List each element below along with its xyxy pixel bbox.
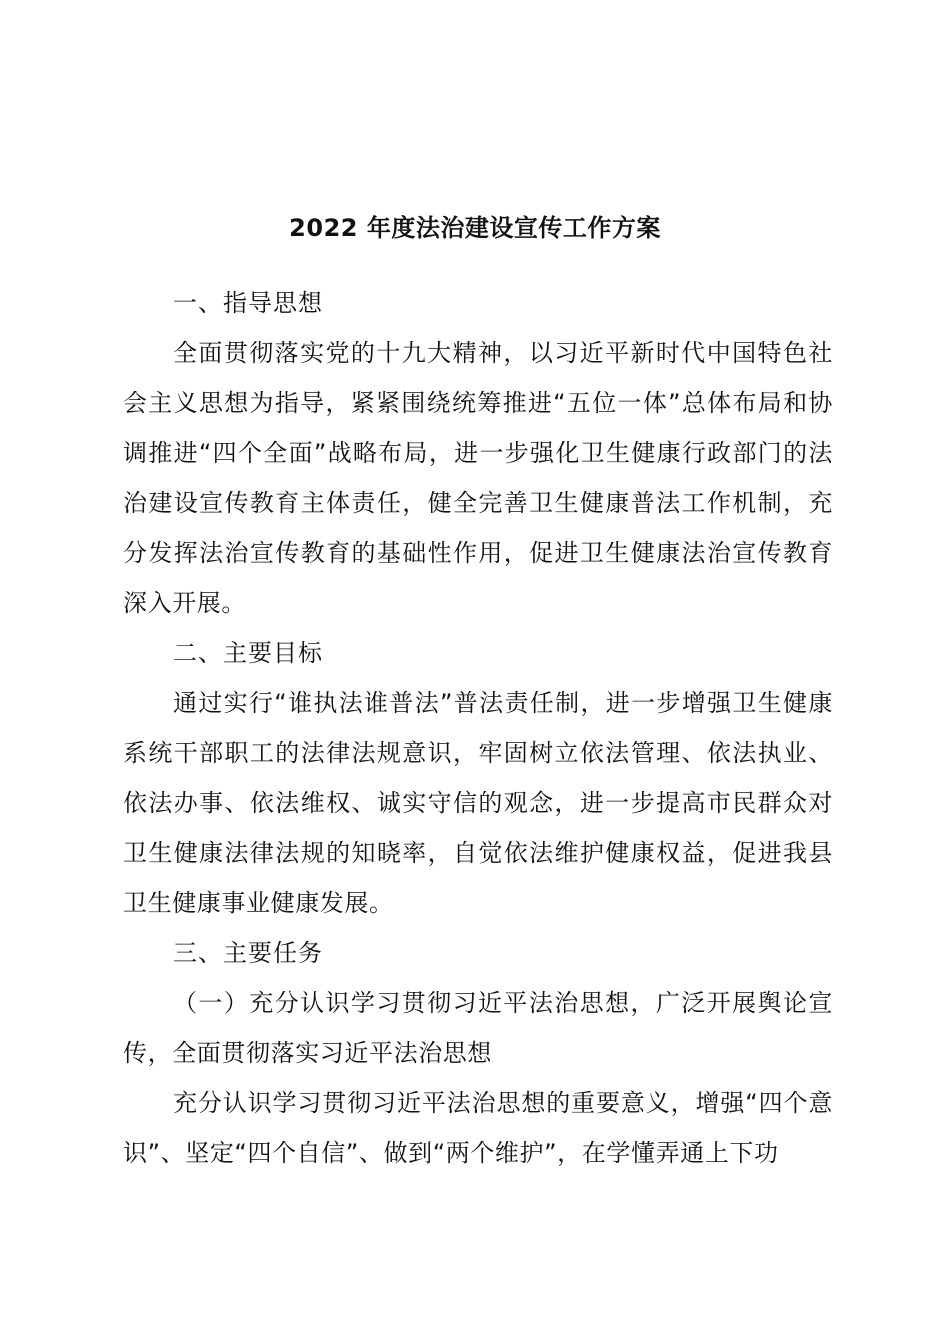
document-title: 2022 年度法治建设宣传工作方案 — [289, 214, 661, 242]
body-paragraph: 通过实行“谁执法谁普法”普法责任制，进一步增强卫生健康系统干部职工的法律法规意识，牢固树立依法管理、依法执业、依法办事、依法维权、诚实守信的观念，进一步提高市民群众对卫生健康法律法规的知晓率，自觉依法维护健康权益，促进我县卫生健康事业健康发展。 — [123, 689, 833, 917]
subsection-heading: （一）充分认识学习贯彻习近平法治思想，广泛开展舆论宣传，全面贯彻落实习近平法治思想 — [123, 989, 833, 1067]
section-heading-main-goals: 二、主要目标 — [173, 639, 323, 667]
section-heading-guiding-ideology: 一、指导思想 — [173, 289, 323, 317]
body-paragraph: 充分认识学习贯彻习近平法治思想的重要意义，增强“四个意识”、坚定“四个自信”、做到“两个维护”，在学懂弄通上下功 — [123, 1089, 833, 1167]
document-body — [123, 278, 833, 1178]
body-paragraph: 全面贯彻落实党的十九大精神，以习近平新时代中国特色社会主义思想为指导，紧紧围绕统筹推进“五位一体”总体布局和协调推进“四个全面”战略布局，进一步强化卫生健康行政部门的法治建设宣传教育主体责任，健全完善卫生健康普法工作机制，充分发挥法治宣传教育的基础性作用，促进卫生健康法治宣传教育深入开展。 — [123, 339, 833, 617]
section-heading-main-tasks: 三、主要任务 — [173, 939, 323, 967]
